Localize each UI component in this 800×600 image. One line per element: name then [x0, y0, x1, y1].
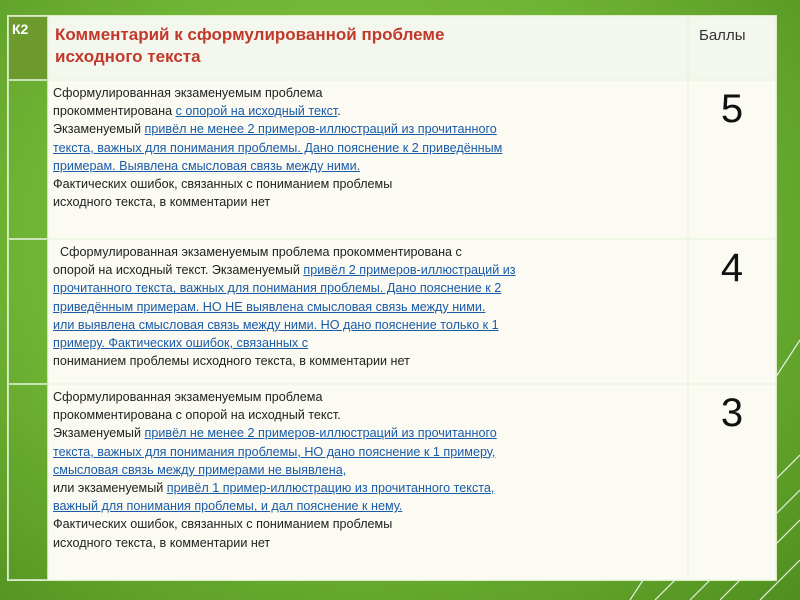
text-line: примерам. Выявлена смысловая связь между ними.	[53, 158, 361, 173]
text-line: опорой на исходный текст. Экзаменуемый	[53, 263, 304, 278]
text-line: или экзаменуемый	[53, 481, 167, 496]
criterion-code: К2	[8, 16, 48, 80]
text-line: прокомментирована с опорой на исходный текст.	[53, 408, 341, 423]
text-line: или выявлена смысловая связь между ними. НО дано пояснение только к 1	[53, 317, 499, 332]
text-line: пониманием проблемы исходного текста, в комментарии нет	[53, 354, 410, 369]
text-line: примеру. Фактических ошибок, связанных с	[53, 336, 309, 351]
text-line: привёл не менее 2 примеров-иллюстраций из прочитанного	[144, 426, 497, 441]
header-title-line-2: исходного текста	[55, 47, 201, 66]
criterion-description-4	[48, 239, 688, 384]
text-line: Сформулированная экзаменуемым проблема	[53, 86, 323, 100]
text-line: прочитанного текста, важных для понимания проблемы. Дано пояснение к 2	[53, 281, 502, 296]
score-value: 3	[688, 384, 776, 580]
text-line: смысловая связь между примерами не выявлена,	[53, 462, 347, 477]
text-line: Сформулированная экзаменуемым проблема	[53, 390, 323, 404]
text-line: привёл не менее 2 примеров-иллюстраций из прочитанного	[144, 122, 497, 137]
text-line: .	[337, 104, 341, 119]
text-line: важный для понимания проблемы, и дал пояснение к нему.	[53, 499, 403, 514]
text-line: Фактических ошибок, связанных с пониманием проблемы	[53, 177, 393, 192]
text-line: текста, важных для понимания проблемы. Дано пояснение к 2 приведённым	[53, 140, 503, 155]
score-value: 5	[688, 80, 776, 239]
header-title-line-1: Комментарий к сформулированной проблеме	[55, 25, 445, 44]
text-line: исходного текста, в комментарии нет	[53, 195, 271, 210]
text-line: привёл 1 пример-иллюстрацию из прочитанного текста,	[166, 481, 495, 496]
text-line: прокомментирована	[53, 104, 176, 119]
text-line: Экзаменуемый	[53, 122, 145, 137]
criterion-description-5	[48, 80, 688, 239]
text-line: привёл 2 примеров-иллюстраций из	[303, 263, 516, 278]
empty-cell	[8, 239, 48, 384]
text-line: текста, важных для понимания проблемы, НО дано пояснение к 1 примеру,	[53, 444, 496, 459]
text-line: Фактических ошибок, связанных с пониманием проблемы	[53, 517, 393, 532]
empty-cell	[8, 384, 48, 580]
criteria-table	[7, 15, 777, 581]
text-line: с опорой на исходный текст	[175, 104, 338, 119]
table-header-title	[48, 16, 688, 80]
text-line: приведённым примерам. НО НЕ выявлена смысловая связь между ними.	[53, 299, 486, 314]
empty-cell	[8, 80, 48, 239]
score-value: 4	[688, 239, 776, 384]
points-header: Баллы	[688, 16, 776, 80]
text-line: Экзаменуемый	[53, 426, 145, 441]
text-line: исходного текста, в комментарии нет	[53, 535, 271, 550]
criterion-description-3	[48, 384, 688, 580]
text-line: Сформулированная экзаменуемым проблема прокомментирована с	[60, 245, 462, 259]
